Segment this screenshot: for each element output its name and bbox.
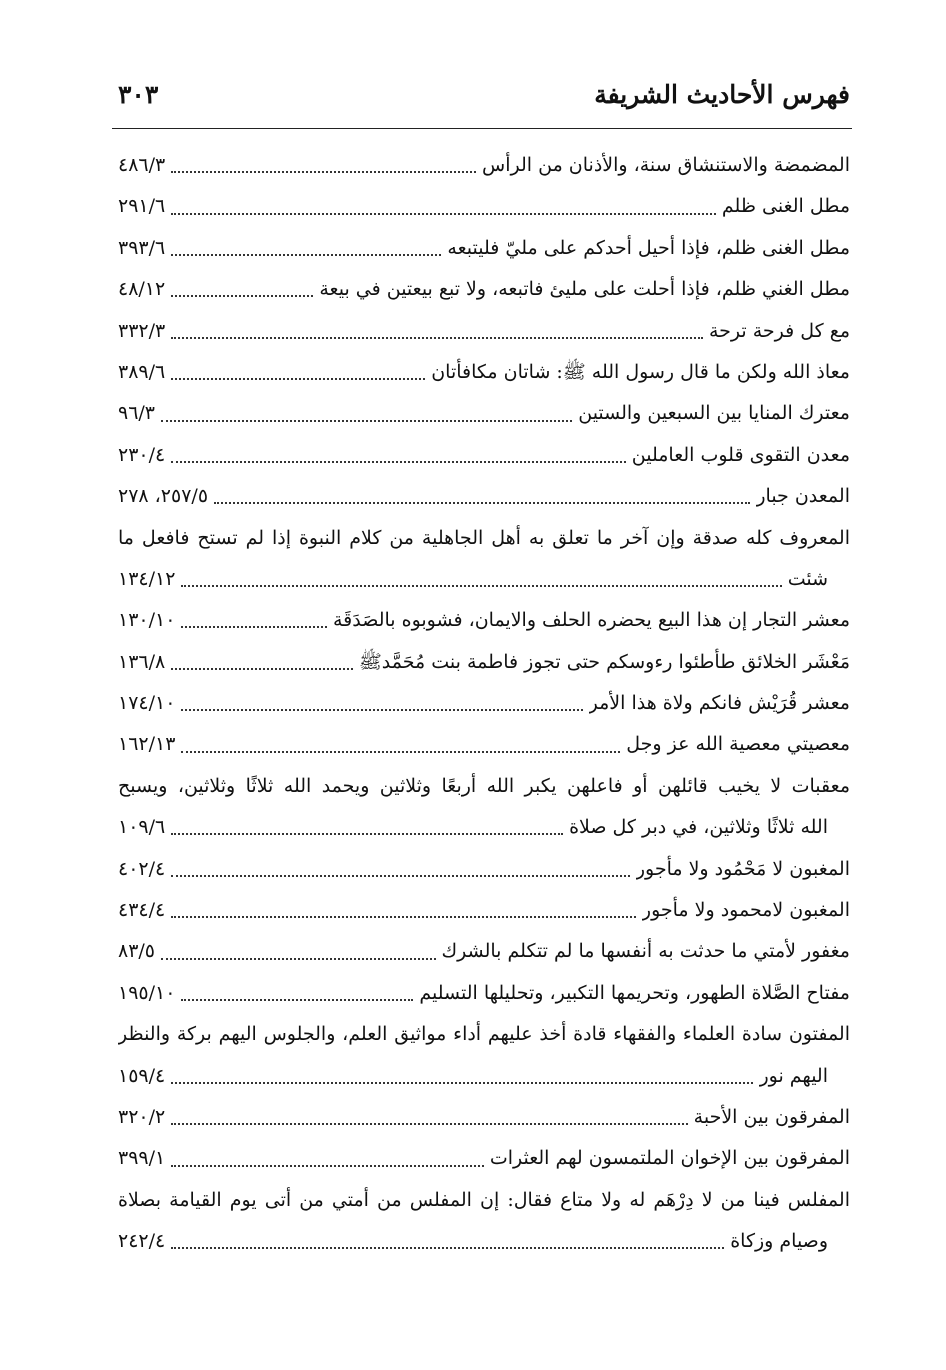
index-entry-line bbox=[118, 973, 850, 1014]
hadith-text: المفلس فينا من لا دِرْهَم له ولا متاع فقال: إن المفلس من أمتي من أتى يوم القيامة بصلاة bbox=[118, 1188, 850, 1211]
page-reference: ٢٤٢/٤ bbox=[118, 1230, 166, 1253]
hadith-text: المضمضة والاستنشاق سنة، والأذنان من الرأس bbox=[482, 154, 850, 176]
index-entry-line bbox=[118, 228, 850, 269]
index-entry-line bbox=[118, 476, 850, 517]
dot-leader bbox=[181, 708, 582, 711]
index-entry-line bbox=[118, 642, 850, 683]
page-reference: ٩٦/٣ bbox=[118, 402, 156, 425]
hadith-text: معاذ الله ولكن ما قال رسول الله ﷺ: شاتان مكافأتان bbox=[431, 360, 850, 383]
page-reference: ٤٨/١٢ bbox=[118, 278, 166, 301]
dot-leader bbox=[171, 170, 476, 173]
hadith-text: معترك المنايا بين السبعين والستين bbox=[578, 402, 850, 425]
index-entry-line bbox=[118, 849, 850, 890]
dot-leader bbox=[171, 874, 630, 877]
dot-leader bbox=[171, 212, 716, 215]
page-header bbox=[118, 72, 850, 116]
hadith-text: مفتاح الصَّلاة الطهور، وتحريمها التكبير، وتحليلها التسليم bbox=[419, 981, 850, 1004]
dot-leader bbox=[171, 336, 703, 339]
dot-leader bbox=[181, 625, 327, 628]
dot-leader bbox=[171, 1081, 753, 1084]
page-reference: ١٠٩/٦ bbox=[118, 816, 166, 839]
hadith-text: معصيتي معصية الله عز وجل bbox=[626, 733, 850, 756]
hadith-text: مطل الغنى ظلم bbox=[721, 195, 850, 218]
hadith-text: المعروف كله صدقة وإن آخر ما تعلق به أهل الجاهلية من كلام النبوة إذا لم تستح فافعل ما bbox=[118, 526, 850, 549]
page-reference: ٣٢٠/٢ bbox=[118, 1105, 166, 1128]
page-reference: ٢٥٧/٥، ٢٧٨ bbox=[118, 485, 209, 508]
index-entry-line bbox=[118, 890, 850, 931]
hadith-text: مطل الغني ظلم، فإذا أحلت على مليئ فاتبعه، ولا تبع بيعتين في بيعة bbox=[319, 278, 850, 301]
hadith-text: معقبات لا يخيب قائلهن أو فاعلهن يكبر الله أربعًا وثلاثين ويحمد الله ثلاثًا وثلاثين، ويسبح bbox=[118, 774, 850, 797]
hadith-text: مطل الغنى ظلم، فإذا أحيل أحدكم على مليّ فليتبعه bbox=[447, 236, 850, 259]
dot-leader bbox=[171, 1122, 687, 1125]
page-reference: ٨٣/٥ bbox=[118, 940, 156, 963]
page-reference: ٤٣٤/٤ bbox=[118, 899, 166, 922]
page-reference: ٣٩٩/١ bbox=[118, 1147, 166, 1170]
hadith-text: مَعْشَر الخلائق طأطئوا رءوسكم حتى تجوز فاطمة بنت مُحَمَّدﷺ bbox=[358, 650, 850, 673]
page-reference: ١٣٦/٨ bbox=[118, 650, 166, 673]
index-entry-line bbox=[118, 393, 850, 434]
page-reference: ١٣٤/١٢ bbox=[118, 567, 176, 590]
index-entry-line bbox=[118, 145, 850, 186]
index-entry-line bbox=[118, 766, 850, 807]
dot-leader bbox=[214, 501, 750, 504]
hadith-text: مع كل فرحة ترحة bbox=[708, 319, 850, 342]
index-entry-line bbox=[118, 683, 850, 724]
page-title: فهرس الأحاديث الشريفة bbox=[594, 79, 850, 109]
dot-leader bbox=[161, 957, 435, 960]
dot-leader bbox=[171, 377, 425, 380]
index-entry-line bbox=[118, 1056, 850, 1097]
index-entry-line bbox=[118, 1138, 850, 1179]
index-entry-line bbox=[118, 186, 850, 227]
hadith-text: وصيام وزكاة bbox=[730, 1230, 828, 1253]
dot-leader bbox=[171, 832, 563, 835]
index-entry-line bbox=[118, 435, 850, 476]
dot-leader bbox=[171, 1164, 484, 1167]
hadith-text: المعدن جبار bbox=[756, 485, 850, 508]
hadith-text: المغبون لامحمود ولا مأجور bbox=[641, 899, 850, 922]
hadith-text: معشر قُرَيْش فانكم ولاة هذا الأمر bbox=[588, 692, 850, 715]
hadith-text: مغفور لأمتي ما حدثت به أنفسها ما لم تتكلم بالشرك bbox=[441, 940, 850, 963]
dot-leader bbox=[171, 915, 636, 918]
dot-leader bbox=[171, 1246, 724, 1249]
index-entry-line bbox=[118, 311, 850, 352]
hadith-text: معشر التجار إن هذا البيع يحضره الحلف والايمان، فشوبوه بالصَدَقَة bbox=[333, 609, 850, 632]
dot-leader bbox=[181, 998, 413, 1001]
page-reference: ١٦٢/١٣ bbox=[118, 733, 176, 756]
page-reference: ١٣٠/١٠ bbox=[118, 609, 176, 632]
page-reference: ٣٩٣/٦ bbox=[118, 236, 166, 259]
page-reference: ١٧٤/١٠ bbox=[118, 692, 176, 715]
dot-leader bbox=[171, 253, 441, 256]
index-entry-line bbox=[118, 518, 850, 559]
index-entry-line bbox=[118, 807, 850, 848]
index-entry-line bbox=[118, 559, 850, 600]
hadith-text: اليهم نور bbox=[759, 1064, 828, 1087]
hadith-text: الله ثلاثًا وثلاثين، في دبر كل صلاة bbox=[569, 816, 828, 839]
dot-leader bbox=[171, 294, 313, 297]
index-entry-line bbox=[118, 1180, 850, 1221]
page-number: ٣٠٣ bbox=[118, 79, 159, 109]
hadith-text: المفتون سادة العلماء والفقهاء قادة أخذ عليهم أداء مواثيق العلم، والجلوس اليهم بركة والنظر bbox=[118, 1023, 850, 1046]
hadith-text: المغبون لا مَحْمُود ولا مأجور bbox=[635, 857, 850, 880]
index-entry-line bbox=[118, 1221, 850, 1262]
dot-leader bbox=[171, 667, 353, 670]
index-entry-line bbox=[118, 1097, 850, 1138]
index-entry-line bbox=[118, 931, 850, 972]
hadith-index-list bbox=[118, 145, 850, 1263]
hadith-text: المفرقون بين الإخوان الملتمسون لهم العثرات bbox=[489, 1147, 850, 1170]
hadith-text: المفرقون بين الأحبة bbox=[693, 1105, 850, 1128]
index-entry-line bbox=[118, 352, 850, 393]
page-reference: ٢٩١/٦ bbox=[118, 195, 166, 218]
page-reference: ٣٣٢/٣ bbox=[118, 319, 166, 342]
dot-leader bbox=[161, 419, 572, 422]
page-reference: ١٩٥/١٠ bbox=[118, 981, 176, 1004]
index-entry-line bbox=[118, 1014, 850, 1055]
page-reference: ٢٣٠/٤ bbox=[118, 443, 166, 466]
index-entry-line bbox=[118, 724, 850, 765]
page-reference: ١٥٩/٤ bbox=[118, 1064, 166, 1087]
index-entry-line bbox=[118, 600, 850, 641]
dot-leader bbox=[181, 584, 781, 587]
dot-leader bbox=[171, 460, 626, 463]
page-reference: ٣٨٩/٦ bbox=[118, 360, 166, 383]
dot-leader bbox=[181, 750, 620, 753]
hadith-text: معدن التقوى قلوب العاملين bbox=[631, 443, 850, 466]
page-reference: ٤٨٦/٣ bbox=[118, 154, 166, 176]
index-entry-line bbox=[118, 269, 850, 310]
hadith-text: شئت bbox=[787, 567, 828, 590]
page-reference: ٤٠٢/٤ bbox=[118, 857, 166, 880]
header-rule bbox=[112, 128, 852, 129]
